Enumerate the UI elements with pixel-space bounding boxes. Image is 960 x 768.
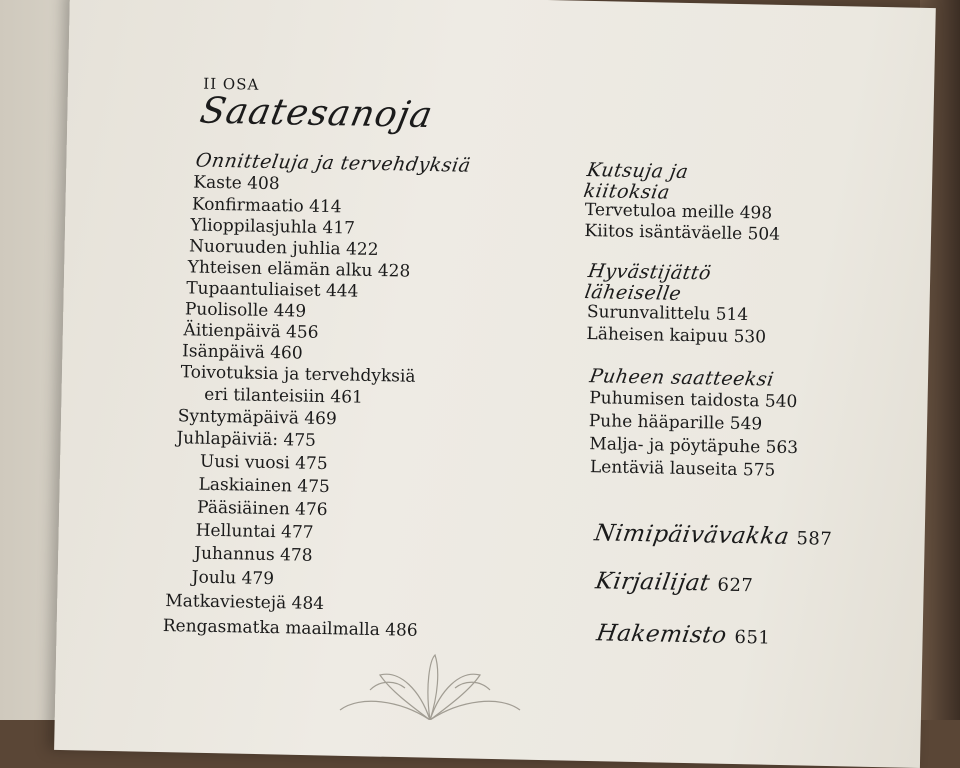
toc-entry: Isänpäivä 460 (181, 341, 303, 364)
col2-heading-farewell: Hyvästijättö läheiselle (583, 260, 713, 305)
toc-major-entry: Nimipäivävakka 587 (592, 520, 833, 550)
toc-entry: Syntymäpäivä 469 (177, 406, 337, 430)
toc-entry: eri tilanteisiin 461 (204, 384, 363, 408)
toc-entry: Tupaantuliaiset 444 (186, 278, 359, 302)
col2-heading-invitations: Kutsuja ja kiitoksia (582, 159, 691, 204)
toc-entry: Laskiainen 475 (198, 474, 331, 498)
toc-entry: Helluntai 477 (195, 520, 314, 543)
toc-entry: Pääsiäinen 476 (196, 497, 328, 521)
toc-entry: Lentäviä lauseita 575 (589, 457, 776, 481)
part-label: II OSA (203, 74, 260, 94)
toc-entry: Toivotuksia ja tervehdyksiä (180, 362, 416, 387)
toc-entry: Kaste 408 (193, 172, 280, 195)
toc-entry: Konfirmaatio 414 (191, 194, 342, 218)
toc-entry: Puhe hääparille 549 (588, 411, 763, 435)
toc-entry: Tervetuloa meille 498 (584, 199, 773, 224)
col2-heading-speeches: Puheen saatteeksi (588, 365, 776, 391)
toc-entry: Juhlapäiviä: 475 (176, 428, 317, 451)
toc-entry: Äitienpäivä 456 (183, 320, 319, 343)
toc-entry: Rengasmatka maailmalla 486 (162, 615, 418, 641)
toc-entry: Nuoruuden juhlia 422 (188, 236, 379, 261)
toc-entry: Kiitos isäntäväelle 504 (584, 220, 781, 245)
toc-major-entry: Hakemisto 651 (594, 620, 771, 649)
toc-entry: Ylioppilasjuhla 417 (190, 215, 356, 239)
toc-entry: Läheisen kaipuu 530 (586, 324, 767, 348)
toc-entry: Matkaviestejä 484 (165, 591, 325, 615)
toc-entry: Malja- ja pöytäpuhe 563 (589, 434, 799, 459)
toc-entry: Joulu 479 (191, 567, 275, 590)
toc-entry: Puolisolle 449 (184, 299, 307, 322)
toc-entry: Yhteisen elämän alku 428 (187, 257, 411, 282)
toc-entry: Puhumisen taidosta 540 (589, 388, 798, 413)
toc-entry: Juhannus 478 (194, 543, 313, 566)
col1-heading: Onnitteluja ja tervehdyksiä (194, 149, 473, 177)
toc-entry: Uusi vuosi 475 (199, 451, 328, 475)
toc-entry: Surunvalittelu 514 (586, 302, 749, 326)
section-title: Saatesanoja (196, 90, 437, 136)
flower-ornament-icon (300, 650, 560, 720)
toc-major-entry: Kirjailijat 627 (593, 568, 754, 597)
